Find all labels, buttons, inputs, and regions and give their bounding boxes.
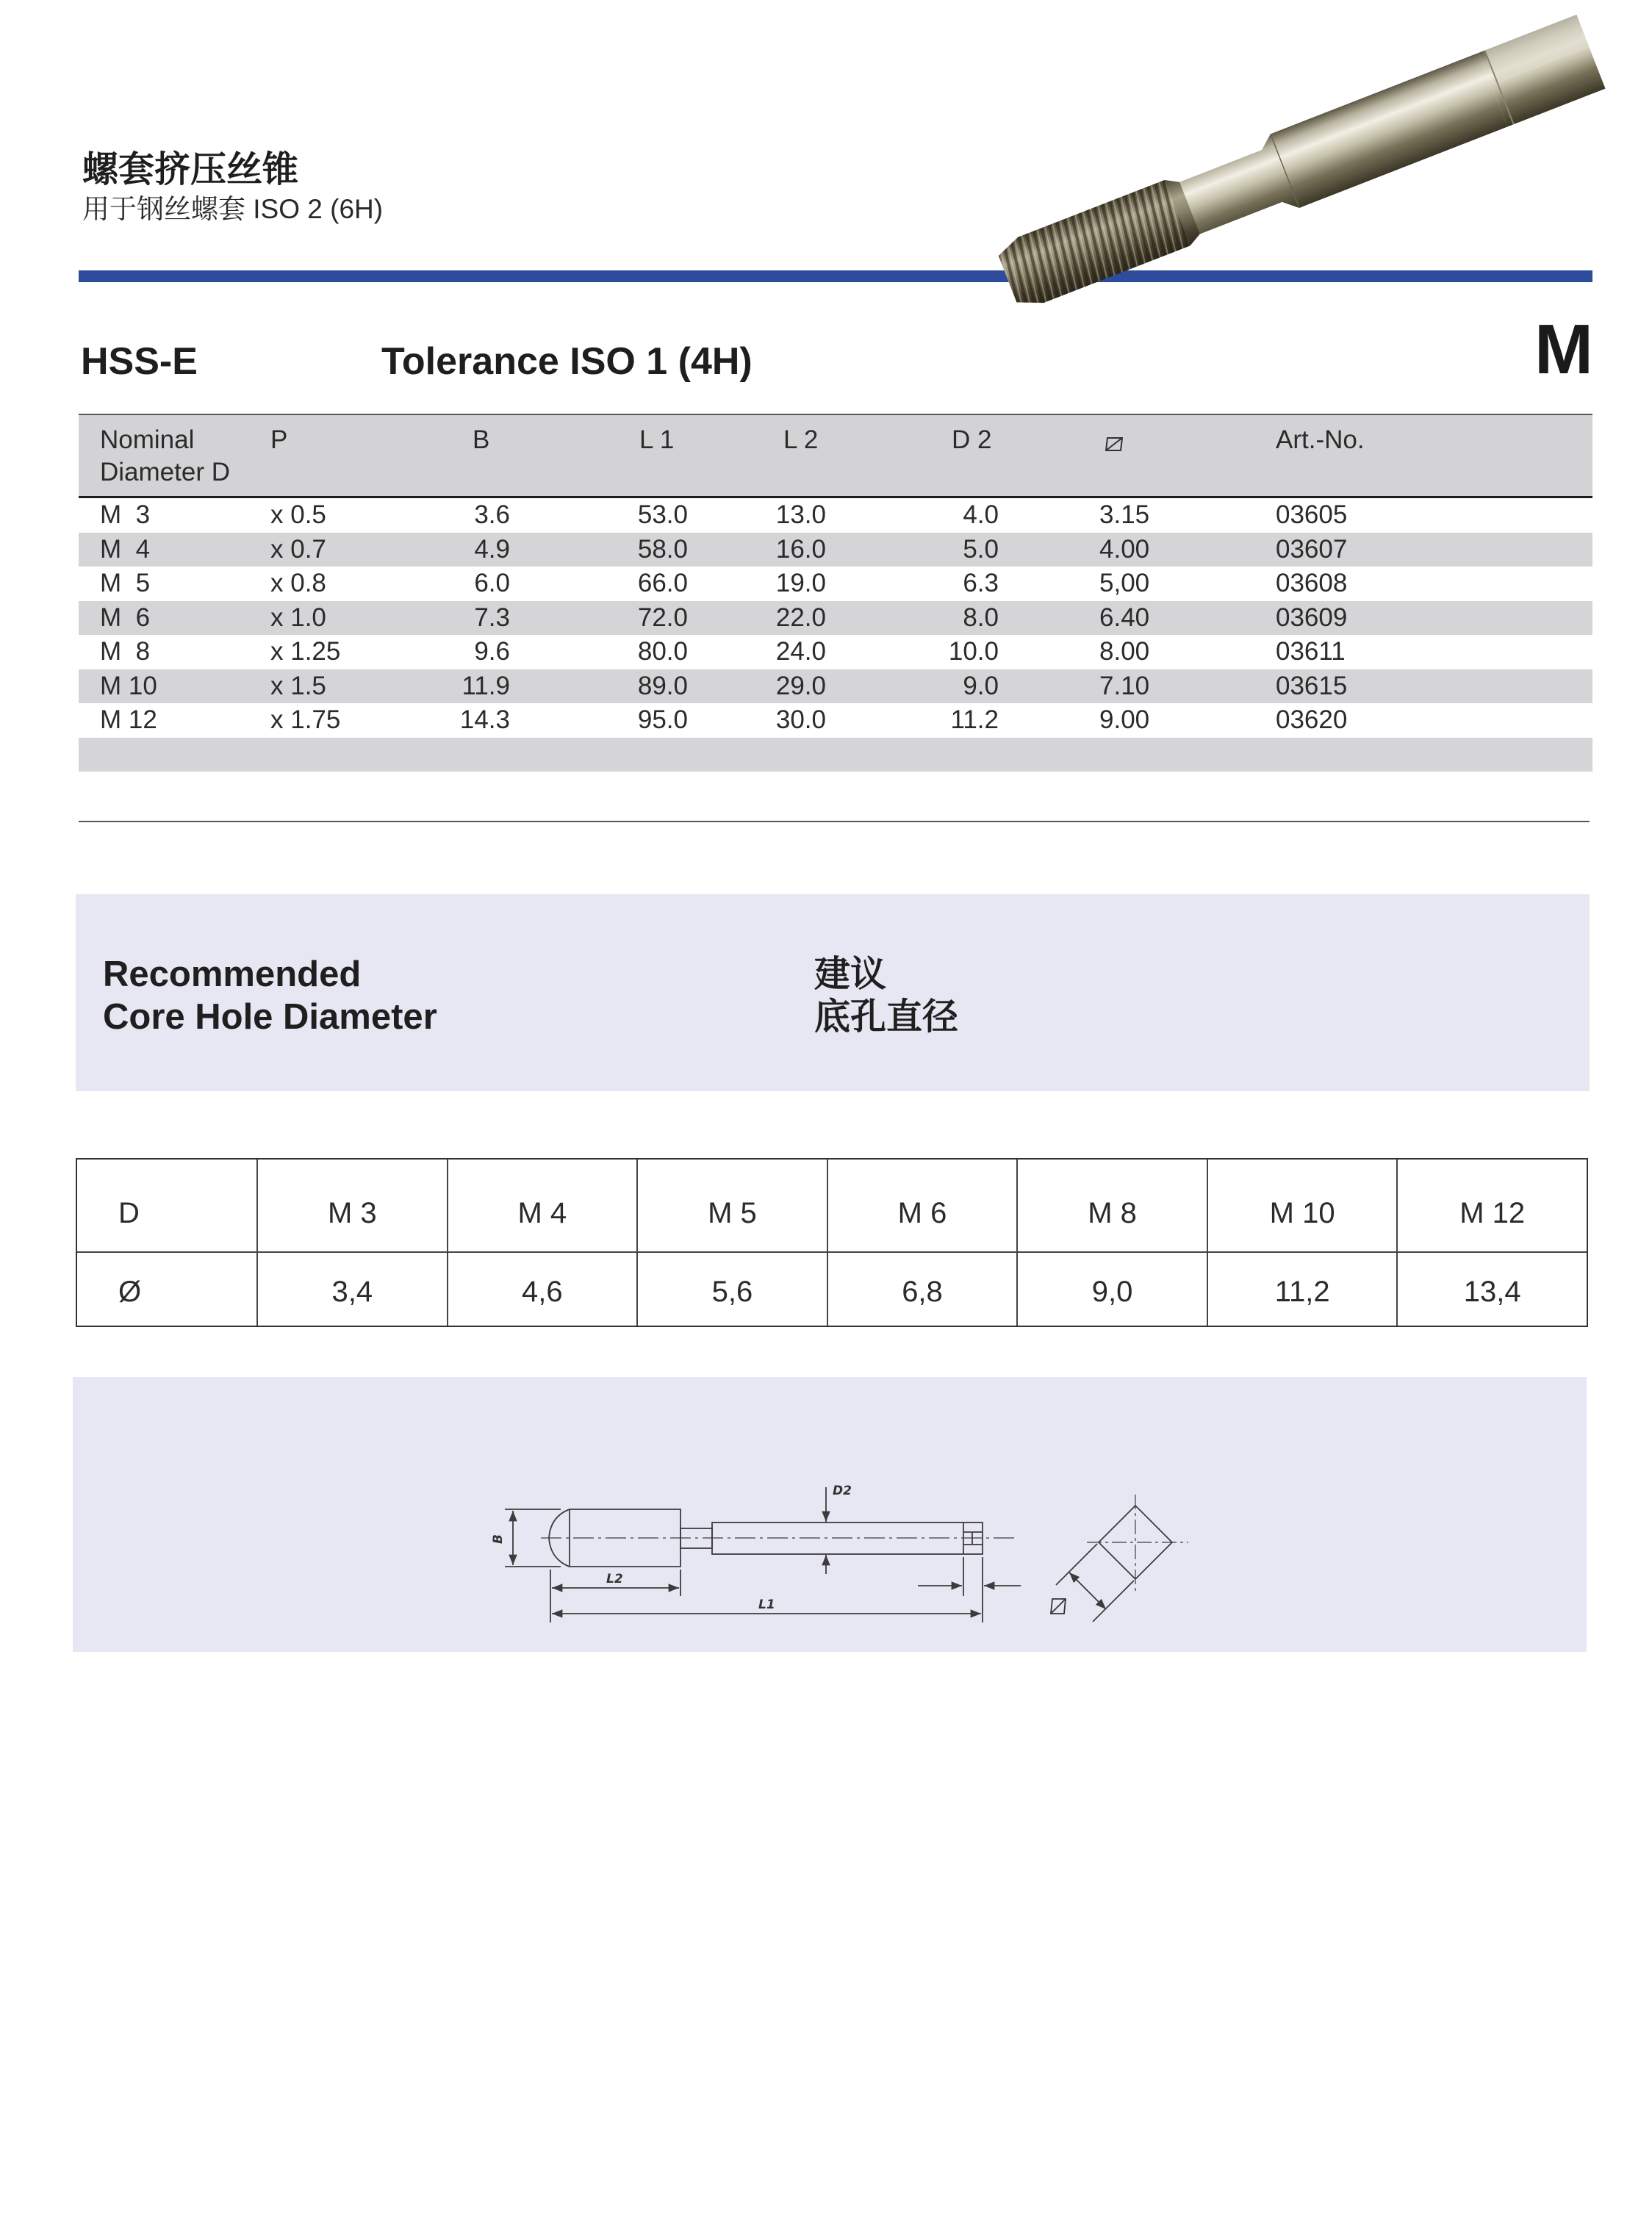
row-label-diameter: Ø [118, 1276, 142, 1308]
thread-size-cell: M 12 [1396, 1160, 1587, 1253]
cell-d2: 4.0 [963, 500, 999, 529]
cell-l1: 58.0 [637, 534, 688, 564]
thread-size-cell: M 8 [1016, 1160, 1207, 1253]
table-row [79, 567, 1592, 601]
table-top-rule [79, 414, 1592, 415]
cell-nominal-diameter: M 12 [100, 705, 157, 734]
cell-l2: 19.0 [775, 569, 826, 597]
cell-art-no: 03605 [1276, 500, 1348, 529]
page-subtitle: 用于钢丝螺套 ISO 2 (6H) [82, 194, 384, 224]
cell-pitch: x 1.0 [270, 603, 326, 632]
cell-art-no: 03608 [1276, 569, 1348, 597]
dimension-l1-label: L1 [758, 1597, 775, 1612]
thread-size-cell: M 6 [827, 1160, 1017, 1253]
cell-art-no: 03620 [1276, 705, 1348, 734]
cell-l1: 72.0 [637, 603, 688, 632]
core-hole-diameter-cell: 4,6 [447, 1253, 637, 1326]
column-header-line: Nominal [100, 425, 195, 454]
column-header-l1: L 1 [639, 425, 675, 454]
material-label: HSS-E [81, 340, 198, 383]
title-line: Recommended [103, 955, 362, 994]
cell-pitch: x 0.8 [270, 569, 326, 597]
cell-b: 9.6 [474, 637, 510, 666]
cell-d2: 10.0 [948, 637, 999, 666]
thread-size-cell: M 5 [636, 1160, 827, 1253]
cell-square-size: 4.00 [1099, 534, 1150, 564]
square-size-icon [1104, 434, 1124, 454]
table-row [79, 533, 1592, 567]
dimension-extension [1056, 1544, 1097, 1585]
table-header-band [79, 415, 1592, 497]
cell-pitch: x 1.25 [270, 637, 341, 666]
core-hole-diameter-cell: 11,2 [1207, 1253, 1397, 1326]
recommended-title-cn [814, 953, 958, 1038]
cell-square-size: 7.10 [1099, 671, 1150, 700]
table-row [79, 498, 1592, 533]
core-hole-table [76, 1158, 1588, 1327]
tap-dimension-drawing [73, 1377, 1587, 1652]
thread-size-cell: M 3 [256, 1160, 447, 1253]
cell-pitch: x 0.7 [270, 534, 326, 564]
table-row-empty [79, 738, 1592, 772]
table-row [79, 703, 1592, 738]
cell-d2: 8.0 [963, 603, 999, 632]
cell-art-no: 03609 [1276, 603, 1348, 632]
cell-d2: 5.0 [963, 534, 999, 564]
cell-l2: 13.0 [775, 500, 826, 529]
cell-nominal-diameter: M 8 [100, 637, 151, 666]
cell-square-size: 3.15 [1099, 500, 1150, 529]
thread-forming-tap-photo [0, 0, 1652, 331]
spec-table-body [79, 498, 1592, 772]
cell-d2: 6.3 [963, 569, 999, 597]
cell-b: 7.3 [474, 603, 510, 632]
divider [79, 821, 1590, 822]
core-hole-diameter-cell: 13,4 [1396, 1253, 1587, 1326]
cell-l2: 29.0 [775, 671, 826, 700]
core-hole-diameter-cell: 9,0 [1016, 1253, 1207, 1326]
cell-l1: 80.0 [637, 637, 688, 666]
cell-pitch: x 0.5 [270, 500, 326, 529]
cell-art-no: 03611 [1276, 637, 1346, 666]
dimension-square-diagonal [1069, 1572, 1106, 1609]
cell-square-size: 9.00 [1099, 705, 1150, 734]
cell-l2: 16.0 [775, 534, 826, 564]
cell-nominal-diameter: M 3 [100, 500, 151, 529]
table-row [79, 669, 1592, 704]
cell-square-size: 6.40 [1099, 603, 1150, 632]
dimension-b-label: B [491, 1534, 506, 1544]
thread-size-cell: M 4 [447, 1160, 637, 1253]
cell-d2: 9.0 [963, 671, 999, 700]
dimension-l2-label: L2 [606, 1572, 623, 1586]
column-header-d2: D 2 [952, 425, 992, 454]
cell-l2: 30.0 [775, 705, 826, 734]
cell-art-no: 03607 [1276, 534, 1348, 564]
cell-pitch: x 1.75 [270, 705, 341, 734]
core-hole-diameter-cell: 6,8 [827, 1253, 1017, 1326]
cell-art-no: 03615 [1276, 671, 1348, 700]
column-header-nominal-diameter [100, 424, 230, 489]
square-size-icon [1051, 1599, 1066, 1614]
column-header-art-no: Art.-No. [1276, 425, 1365, 454]
cell-l2: 24.0 [775, 637, 826, 666]
title-line: Core Hole Diameter [103, 997, 437, 1037]
cell-l1: 95.0 [637, 705, 688, 734]
cell-b: 4.9 [474, 534, 510, 564]
cell-nominal-diameter: M 4 [100, 534, 151, 564]
core-hole-diameter-cell: 5,6 [636, 1253, 827, 1326]
cell-nominal-diameter: M 10 [100, 671, 157, 700]
table-row [79, 635, 1592, 669]
tolerance-label: Tolerance ISO 1 (4H) [381, 340, 753, 383]
cell-l1: 66.0 [637, 569, 688, 597]
cell-l1: 89.0 [637, 671, 688, 700]
title-line: 建议 [814, 955, 887, 994]
row-label-d: D [77, 1160, 256, 1253]
tap-shank [1257, 53, 1507, 213]
core-hole-diameter-cell: 3,4 [256, 1253, 447, 1326]
cell-nominal-diameter: M 5 [100, 569, 151, 597]
column-header-b: B [473, 425, 490, 454]
cell-b: 6.0 [474, 569, 510, 597]
title-line: 底孔直径 [814, 997, 959, 1037]
cell-d2: 11.2 [950, 705, 999, 734]
table-row [79, 601, 1592, 636]
recommended-title-en [103, 953, 437, 1038]
column-header-line: Diameter D [100, 458, 230, 486]
cell-nominal-diameter: M 6 [100, 603, 151, 632]
page-title: 螺套挤压丝锥 [82, 150, 299, 190]
cell-b: 11.9 [462, 671, 510, 700]
cell-b: 14.3 [459, 705, 510, 734]
cell-square-size: 5,00 [1099, 569, 1150, 597]
section-letter: M [1534, 310, 1593, 389]
dimension-d2-label: D2 [833, 1484, 852, 1498]
dimension-extension [1093, 1581, 1134, 1622]
cell-l2: 22.0 [775, 603, 826, 632]
tap-thread-grooves [995, 180, 1190, 312]
thread-size-cell: M 10 [1207, 1160, 1397, 1253]
cell-l1: 53.0 [637, 500, 688, 529]
cell-b: 3.6 [474, 500, 510, 529]
drawing-square-section [1099, 1506, 1172, 1579]
cell-pitch: x 1.5 [270, 671, 326, 700]
cell-square-size: 8.00 [1099, 637, 1150, 666]
column-header-pitch: P [270, 425, 288, 454]
column-header-l2: L 2 [783, 425, 819, 454]
